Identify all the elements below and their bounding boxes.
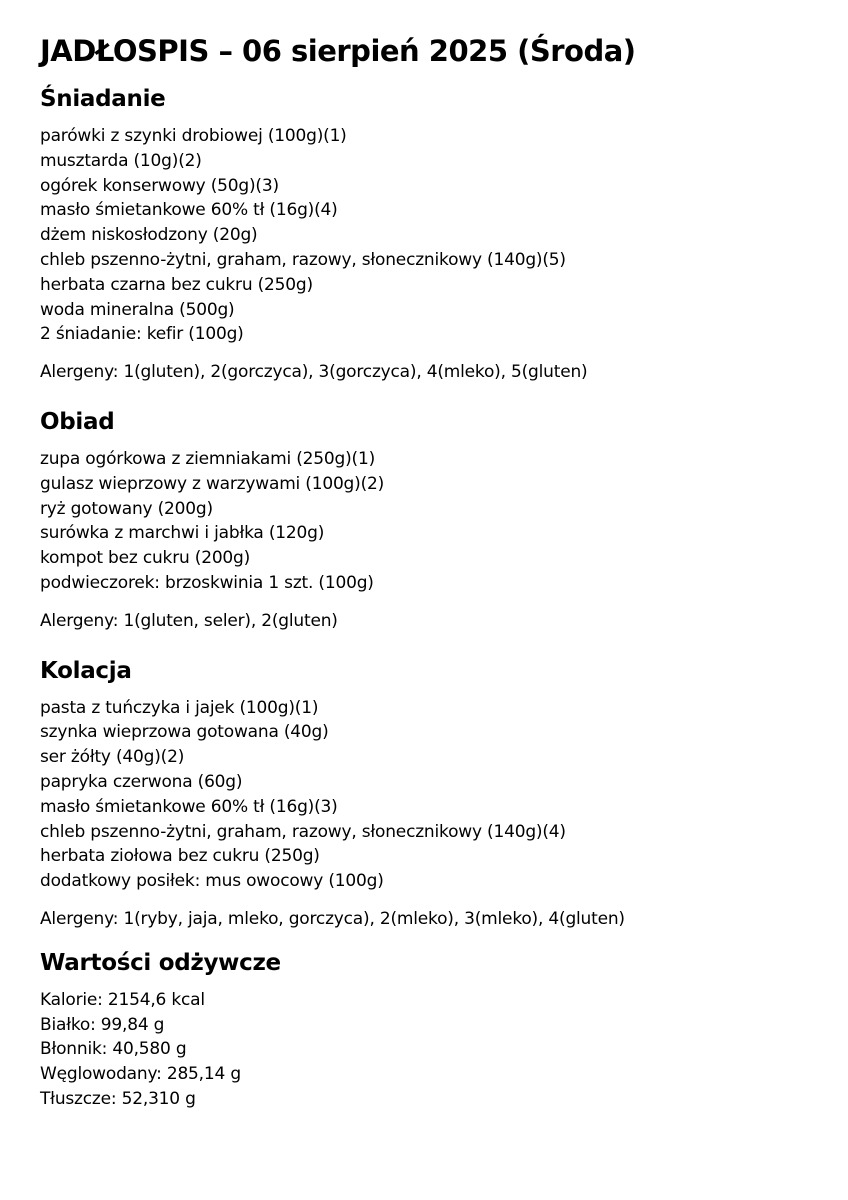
nutrition-item: Błonnik: 40,580 g (40, 1039, 187, 1060)
menu-item: kompot bez cukru (200g) (40, 548, 251, 569)
menu-item: herbata czarna bez cukru (250g) (40, 274, 313, 295)
menu-item: zupa ogórkowa z ziemniakami (250g)(1) (40, 448, 375, 469)
section-heading: Śniadanie (40, 86, 166, 112)
nutrition-item: Tłuszcze: 52,310 g (40, 1088, 196, 1109)
nutrition-heading: Wartości odżywcze (40, 949, 281, 976)
section-heading: Kolacja (40, 657, 132, 684)
menu-item: ryż gotowany (200g) (40, 498, 213, 519)
nutrition-items (40, 988, 808, 1112)
menu-item: parówki z szynki drobiowej (100g)(1) (40, 126, 347, 146)
meal-sections (40, 86, 808, 932)
menu-item: chleb pszenno-żytni, graham, razowy, słonecznikowy (140g)(5) (40, 249, 566, 270)
nutrition-item: Węglowodany: 285,14 g (40, 1064, 241, 1085)
menu-item: podwieczorek: brzoskwinia 1 szt. (100g) (40, 572, 374, 593)
menu-item: masło śmietankowe 60% tł (16g)(3) (40, 796, 338, 817)
menu-item-list (40, 124, 808, 347)
menu-item: chleb pszenno-żytni, graham, razowy, słonecznikowy (140g)(4) (40, 821, 566, 842)
menu-item: surówka z marchwi i jabłka (120g) (40, 523, 325, 544)
meal-section (40, 658, 808, 932)
menu-item-list (40, 447, 808, 596)
menu-item: herbata ziołowa bez cukru (250g) (40, 846, 320, 867)
meal-section (40, 409, 808, 634)
page-title: JADŁOSPIS – 06 sierpień 2025 (Środa) (40, 34, 636, 68)
menu-item: ser żółty (40g)(2) (40, 747, 185, 768)
allergens-line: Alergeny: 1(ryby, jaja, mleko, gorczyca), 2(mleko), 3(mleko), 4(gluten) (40, 908, 625, 929)
section-heading: Obiad (40, 408, 115, 435)
nutrition-section (40, 950, 808, 1112)
nutrition-item: Białko: 99,84 g (40, 1014, 165, 1035)
menu-item: szynka wieprzowa gotowana (40g) (40, 722, 329, 743)
menu-item: ogórek konserwowy (50g)(3) (40, 175, 279, 196)
meal-section (40, 86, 808, 385)
menu-item: woda mineralna (500g) (40, 299, 235, 320)
menu-item: dodatkowy posiłek: mus owocowy (100g) (40, 871, 384, 892)
menu-item: musztarda (10g)(2) (40, 150, 202, 171)
menu-item: pasta z tuńczyka i jajek (100g)(1) (40, 697, 319, 718)
menu-item: 2 śniadanie: kefir (100g) (40, 324, 244, 345)
nutrition-item: Kalorie: 2154,6 kcal (40, 989, 205, 1010)
menu-item: papryka czerwona (60g) (40, 771, 243, 792)
menu-item: gulasz wieprzowy z warzywami (100g)(2) (40, 473, 385, 494)
menu-item-list (40, 696, 808, 894)
allergens-line: Alergeny: 1(gluten), 2(gorczyca), 3(gorczyca), 4(mleko), 5(gluten) (40, 362, 588, 383)
menu-item: masło śmietankowe 60% tł (16g)(4) (40, 200, 338, 221)
allergens-line: Alergeny: 1(gluten, seler), 2(gluten) (40, 610, 338, 631)
menu-item: dżem niskosłodzony (20g) (40, 225, 258, 246)
